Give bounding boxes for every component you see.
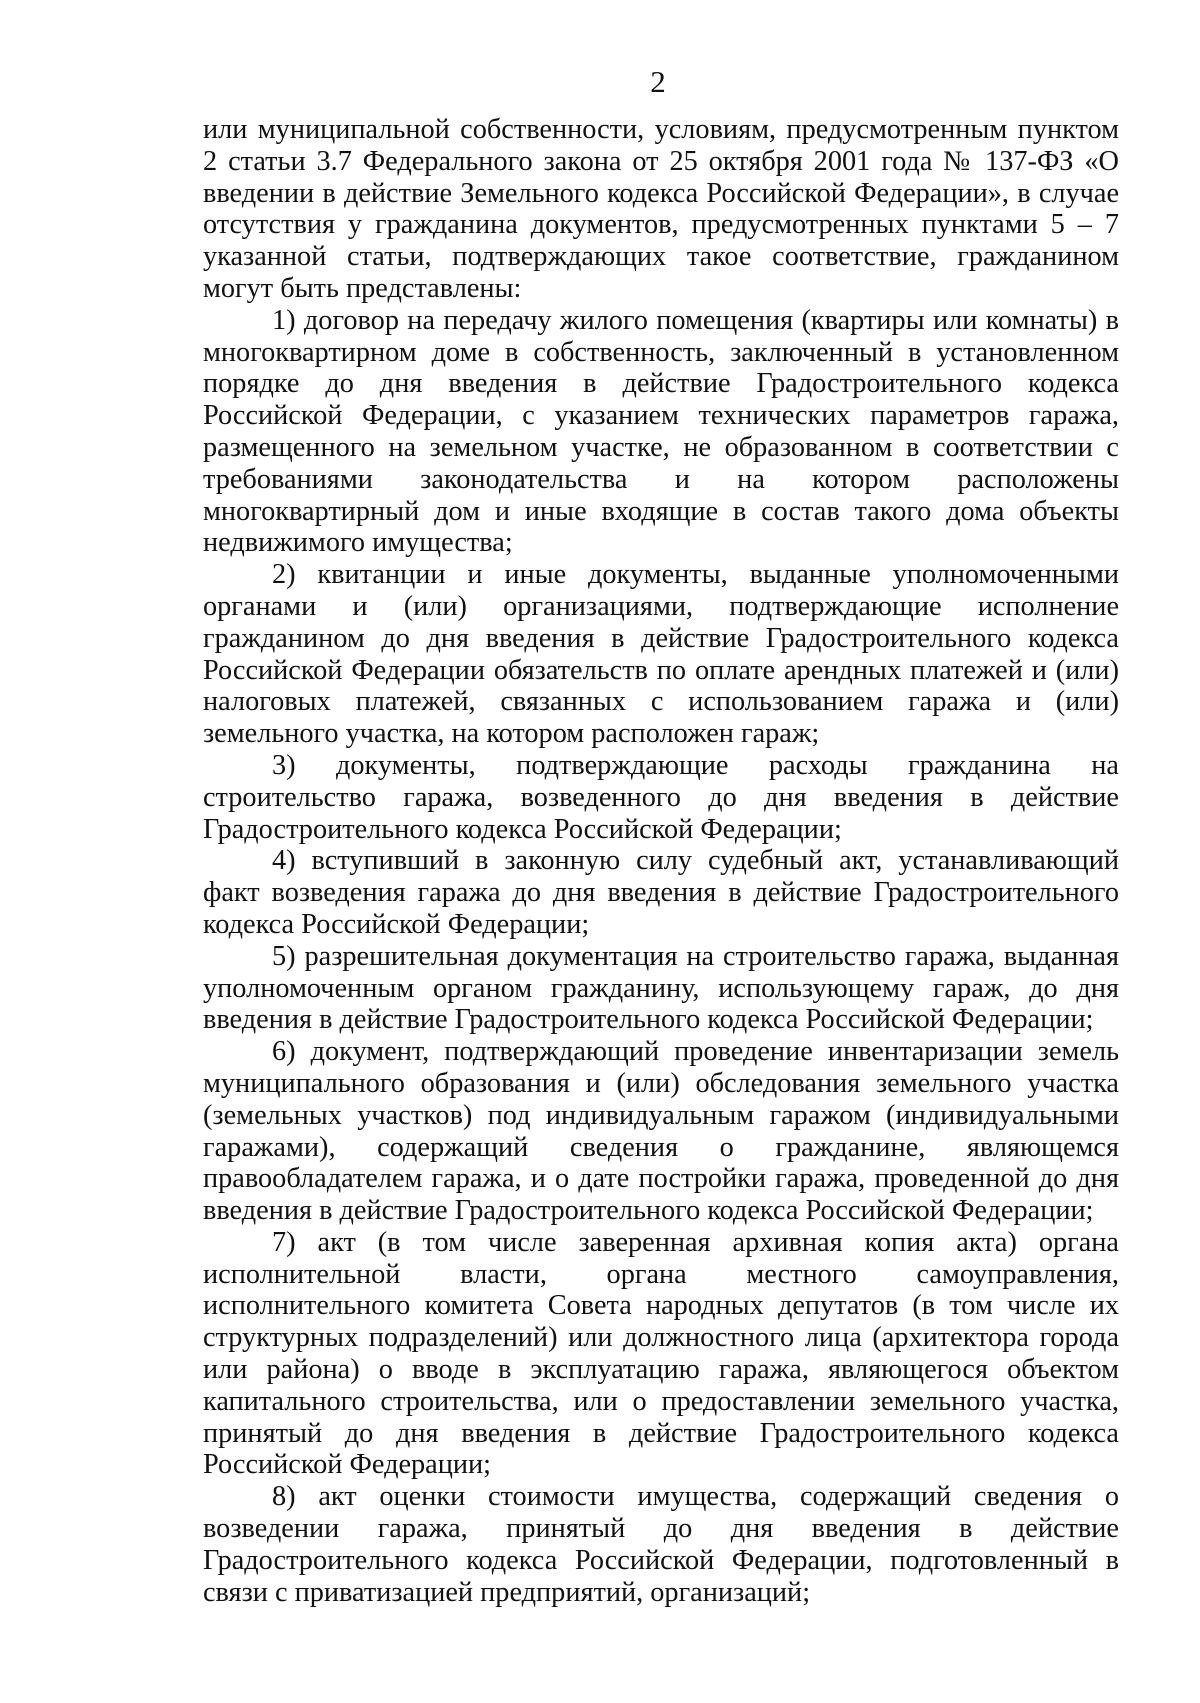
list-item-5: 5) разрешительная документация на строительство гаража, выданная уполномоченным органом гражданину, использующему гараж, до дня введения в действие Градостроительного кодекса Российской Федерации; xyxy=(203,940,1119,1036)
list-item-7: 7) акт (в том числе заверенная архивная копия акта) органа исполнительной власти, органа местного самоуправления, исполнительного комитета Совета народных депутатов (в том числе их структурных подразделений) или должностного лица (архитектора города или района) о вводе в эксплуатацию гаража, являющегося объектом капитального строительства, или о предоставлении земельного участка, принятый до дня введения в действие Градостроительного кодекса Российской Федерации; xyxy=(203,1226,1119,1481)
page-number: 2 xyxy=(650,64,666,99)
document-body xyxy=(203,114,1119,1608)
paragraph-intro-continuation: или муниципальной собственности, условиям, предусмотренным пунктом 2 статьи 3.7 Федерального закона от 25 октября 2001 года № 137-ФЗ «О введении в действие Земельного кодекса Российской Федерации», в случае отсутствия у гражданина документов, предусмотренных пунктами 5 – 7 указанной статьи, подтверждающих такое соответствие, гражданином могут быть представлены: xyxy=(203,114,1119,304)
list-item-8: 8) акт оценки стоимости имущества, содержащий сведения о возведении гаража, принятый до дня введения в действие Градостроительного кодекса Российской Федерации, подготовленный в связи с приватизацией предприятий, организаций; xyxy=(203,1481,1119,1608)
list-item-2: 2) квитанции и иные документы, выданные уполномоченными органами и (или) организациями, подтверждающие исполнение гражданином до дня введения в действие Градостроительного кодекса Российской Федерации обязательств по оплате арендных платежей и (или) налоговых платежей, связанных с использованием гаража и (или) земельного участка, на котором расположен гараж; xyxy=(203,559,1119,750)
list-item-3: 3) документы, подтверждающие расходы гражданина на строительство гаража, возведенного до дня введения в действие Градостроительного кодекса Российской Федерации; xyxy=(203,749,1119,845)
list-item-6: 6) документ, подтверждающий проведение инвентаризации земель муниципального образования и (или) обследования земельного участка (земельных участков) под индивидуальным гаражом (индивидуальными гаражами), содержащий сведения о гражданине, являющемся правообладателем гаража, и о дате постройки гаража, проведенной до дня введения в действие Градостроительного кодекса Российской Федерации; xyxy=(203,1036,1119,1227)
list-item-4: 4) вступивший в законную силу судебный акт, устанавливающий факт возведения гаража до дня введения в действие Градостроительного кодекса Российской Федерации; xyxy=(203,845,1119,940)
list-item-1: 1) договор на передачу жилого помещения (квартиры или комнаты) в многоквартирном доме в собственность, заключенный в установленном порядке до дня введения в действие Градостроительного кодекса Российской Федерации, с указанием технических параметров гаража, размещенного на земельном участке, не образованном в соответствии с требованиями законодательства и на котором расположены многоквартирный дом и иные входящие в состав такого дома объекты недвижимого имущества; xyxy=(203,304,1119,559)
